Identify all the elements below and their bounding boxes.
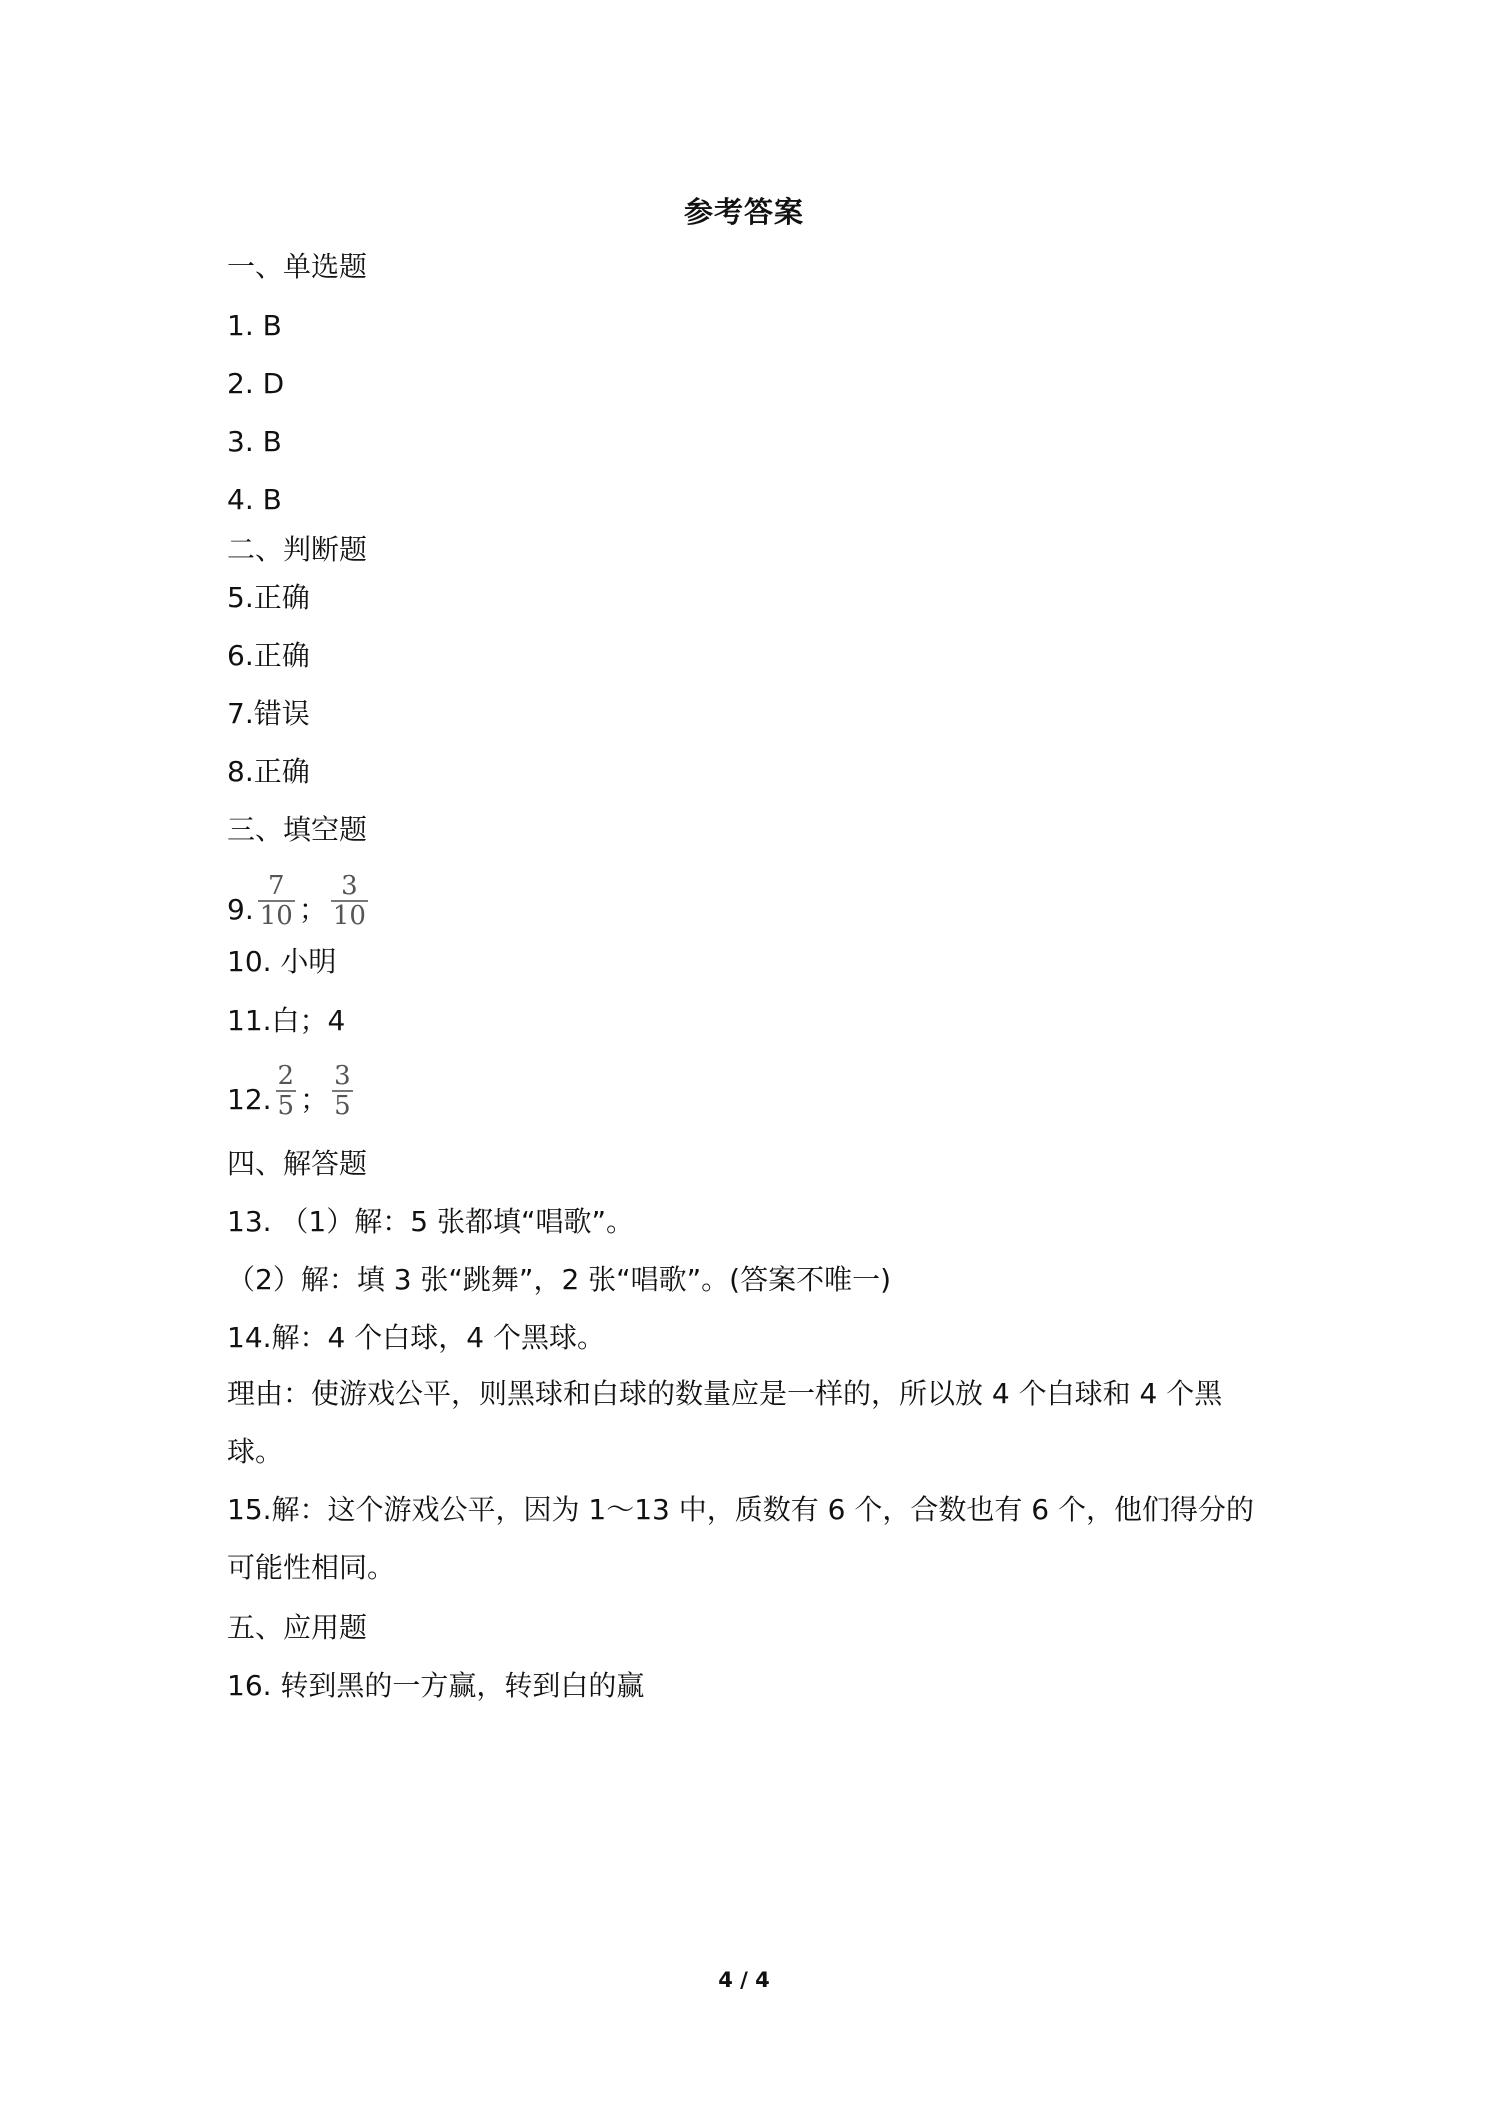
answer-15: 15.解：这个游戏公平，因为 1～13 中，质数有 6 个，合数也有 6 个，他们得分的可能性相同。 <box>227 1493 1255 1584</box>
answer-12-fraction-1 <box>276 1062 297 1120</box>
answer-14-reason: 理由：使游戏公平，则黑球和白球的数量应是一样的，所以放 4 个白球和 4 个黑球。 <box>227 1377 1223 1468</box>
answer-8: 8.正确 <box>227 755 310 788</box>
section-heading-single-choice: 一、单选题 <box>227 250 368 283</box>
section-heading-application: 五、应用题 <box>227 1611 368 1644</box>
answer-10: 10. 小明 <box>227 945 337 978</box>
answer-9-number: 9. <box>227 893 254 926</box>
answer-12-separator: ； <box>300 1083 329 1116</box>
section-heading-true-false: 二、判断题 <box>227 533 368 566</box>
answer-9-fraction-1 <box>258 872 295 930</box>
fraction-denominator: 5 <box>334 1091 351 1121</box>
fraction-numerator: 3 <box>334 1061 351 1091</box>
fraction-numerator: 7 <box>267 871 285 901</box>
fraction-denominator: 5 <box>277 1091 295 1121</box>
answer-9-fraction-2 <box>331 872 368 930</box>
page-title: 参考答案 <box>683 195 804 229</box>
answer-12-fraction-2 <box>332 1062 353 1120</box>
answer-13-part-1: 13. （1）解：5 张都填“唱歌”。 <box>227 1205 634 1238</box>
section-heading-fill-blank: 三、填空题 <box>227 813 368 846</box>
answer-12-number: 12. <box>227 1083 272 1116</box>
answer-6: 6.正确 <box>227 639 310 672</box>
answer-1: 1. B <box>227 309 282 342</box>
section-heading-solve: 四、解答题 <box>227 1147 368 1180</box>
answer-14: 14.解：4 个白球，4 个黑球。 <box>227 1321 605 1354</box>
answer-2: 2. D <box>227 367 285 400</box>
page-number: 4 / 4 <box>718 1968 770 1992</box>
answer-12 <box>227 1061 357 1130</box>
fraction-numerator: 2 <box>277 1061 295 1091</box>
fraction-denominator: 10 <box>259 901 293 931</box>
answer-16: 16. 转到黑的一方赢，转到白的赢 <box>227 1669 645 1702</box>
answer-4: 4. B <box>227 483 282 516</box>
fraction-numerator: 3 <box>341 871 358 901</box>
answer-7: 7.错误 <box>227 697 310 730</box>
answer-11: 11.白；4 <box>227 1004 346 1037</box>
answer-13-part-2: （2）解：填 3 张“跳舞”，2 张“唱歌”。(答案不唯一) <box>227 1263 892 1296</box>
fraction-denominator: 10 <box>332 901 366 931</box>
answer-9-separator: ； <box>298 893 327 926</box>
answer-3: 3. B <box>227 425 282 458</box>
answer-5: 5.正确 <box>227 581 310 614</box>
answer-9 <box>227 871 372 940</box>
